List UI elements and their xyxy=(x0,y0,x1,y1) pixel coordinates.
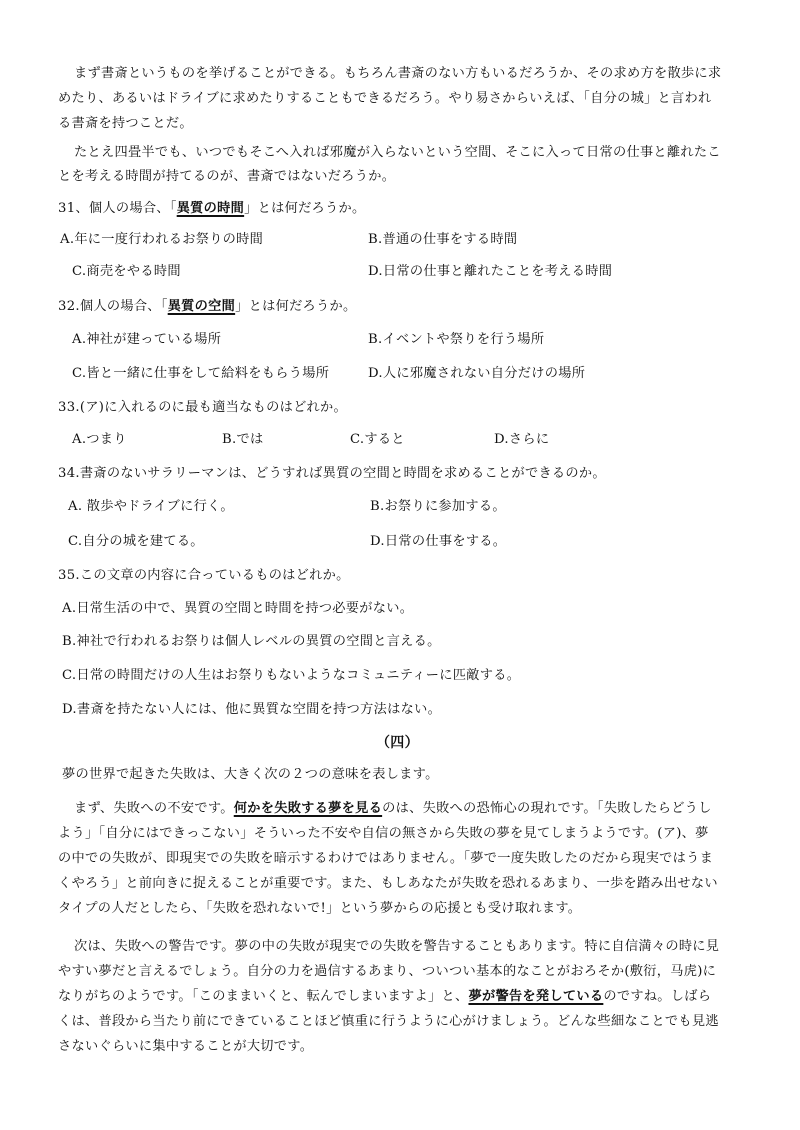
passage-line: たとえ四畳半でも、いつでもそこへ入れば邪魔が入らないという空間、そこに入って日常の仕事と離れたこ xyxy=(74,145,721,160)
section-heading: （四） xyxy=(376,735,419,751)
option-d[interactable]: D.書斎を持たない人には、他に異質な空間を持つ方法はない。 xyxy=(62,702,442,717)
question-31 xyxy=(58,199,366,219)
passage-line xyxy=(58,987,711,1007)
passage-line: まず書斎というものを挙げることができる。もちろん書斎のない方もいるだろうか、その求め方を散歩に求 xyxy=(74,66,722,81)
passage-line: 次は、失敗への警告です。夢の中の失敗が現実での失敗を警告することもあります。特に自信満々の時に見 xyxy=(74,939,720,954)
question-stem: 」とは何だろうか。 xyxy=(235,299,357,314)
passage-text: なりがちのようです。「このままいくと、転んでしまいますよ」と、 xyxy=(58,989,469,1004)
option-a[interactable]: A.年に一度行われるお祭りの時間 xyxy=(60,232,264,247)
question-32 xyxy=(58,297,357,317)
option-c[interactable]: C.皆と一緒に仕事をして給料をもらう場所 xyxy=(72,366,330,381)
option-b[interactable]: B.では xyxy=(222,432,264,447)
passage-line: くやろう」と前向きに捉えることが重要です。また、もしあなたが失敗を恐れるあまり、一歩を踏み出せない xyxy=(58,876,718,891)
option-a[interactable]: A.神社が建っている場所 xyxy=(72,332,222,347)
passage-line: の中での失敗が、即現実での失敗を暗示するわけではありません。「夢で一度失敗したのだから現実ではうま xyxy=(58,851,714,866)
question-35: 35.この文章の内容に合っているものはどれか。 xyxy=(58,568,350,583)
question-stem: 32.個人の場合、「 xyxy=(58,299,168,314)
passage-line: タイプの人だとしたら、「失敗を恐れないで!」という夢からの応援とも受け取れます。 xyxy=(58,901,582,916)
option-a[interactable]: A.日常生活の中で、異質の空間と時間を持つ必要がない。 xyxy=(62,601,414,616)
section-intro: 夢の世界で起きた失敗は、大きく次の２つの意味を表します。 xyxy=(62,767,439,782)
passage-line: よう」「自分にはできっこない」そういった不安や自信の無さから失敗の夢を見てしまうようです。(ア)、夢 xyxy=(58,826,709,841)
option-b[interactable]: B.イベントや祭りを行う場所 xyxy=(368,332,545,347)
question-34: 34.書斎のないサラリーマンは、どうすれば異質の空間と時間を求めることができるのか。 xyxy=(58,466,606,481)
passage-line: めたり、あるいはドライブに求めたりすることもできるだろう。やり易さからいえば、「自分の城」と言われ xyxy=(58,91,712,106)
passage-text: のは、失敗への恐怖心の現れです。「失敗したらどうし xyxy=(382,801,712,816)
option-b[interactable]: B.普通の仕事をする時間 xyxy=(368,232,518,247)
option-b[interactable]: B.お祭りに参加する。 xyxy=(370,499,506,514)
option-d[interactable]: D.日常の仕事をする。 xyxy=(370,534,507,549)
option-c[interactable]: C.商売をやる時間 xyxy=(72,264,181,279)
passage-line: る書斎を持つことだ。 xyxy=(58,116,193,131)
option-d[interactable]: D.日常の仕事と離れたことを考える時間 xyxy=(368,264,613,279)
emphasis: 何かを失敗する夢を見る xyxy=(233,801,383,816)
emphasis: 異質の空間 xyxy=(167,299,236,314)
option-a[interactable]: A. 散歩やドライブに行く。 xyxy=(68,499,234,514)
option-b[interactable]: B.神社で行われるお祭りは個人レベルの異質の空間と言える。 xyxy=(62,634,441,649)
option-c[interactable]: C.日常の時間だけの人生はお祭りもないようなコミュニティーに匹敵する。 xyxy=(62,668,521,683)
option-c[interactable]: C.自分の城を建てる。 xyxy=(68,534,204,549)
emphasis: 夢が警告を発している xyxy=(468,989,604,1004)
passage-line: とを考える時間が持てるのが、書斎ではないだろうか。 xyxy=(58,169,396,184)
passage-text: のですね。しばら xyxy=(603,989,712,1004)
question-33: 33.(ア)に入れるのに最も適当なものはどれか。 xyxy=(58,400,348,415)
passage-text: まず、失敗への不安です。 xyxy=(74,801,234,816)
passage-line: さないぐらいに集中することが大切です。 xyxy=(58,1039,314,1054)
option-d[interactable]: D.さらに xyxy=(494,432,550,447)
passage-line xyxy=(74,799,712,819)
option-d[interactable]: D.人に邪魔されない自分だけの場所 xyxy=(368,366,586,381)
passage-line: くは、普段から当たり前にできていることほど慎重に行うように心がけましょう。どんな些細なことでも見逃 xyxy=(58,1014,719,1029)
passage-line: やすい夢だと言えるでしょう。自分の力を過信するあまり、ついつい基本的なことがおろそか(敷衍，马虎)に xyxy=(58,964,717,979)
emphasis: 異質の時間 xyxy=(176,201,245,216)
option-c[interactable]: C.すると xyxy=(350,432,405,447)
question-stem: 31、個人の場合、「 xyxy=(58,201,177,216)
option-a[interactable]: A.つまり xyxy=(72,432,127,447)
question-stem: 」とは何だろうか。 xyxy=(244,201,366,216)
